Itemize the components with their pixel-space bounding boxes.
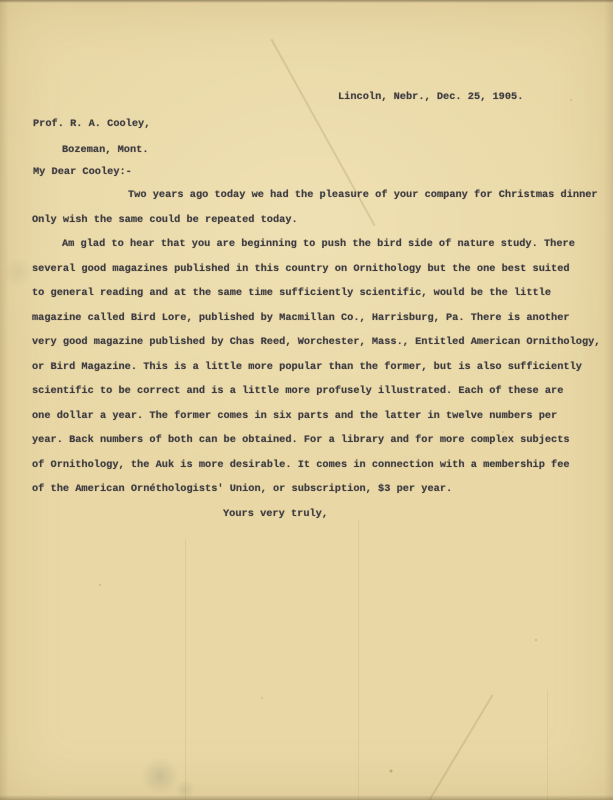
body-line: magazine called Bird Lore, published by Macmillan Co., Harrisburg, Pa. There is another	[32, 311, 570, 324]
paper-fold-line	[547, 690, 548, 800]
letter-dateline: Lincoln, Nebr., Dec. 25, 1905.	[338, 91, 524, 103]
body-line: one dollar a year. The former comes in six parts and the latter in twelve numbers per	[32, 409, 558, 422]
body-line: Am glad to hear that you are beginning to push the bird side of nature study. There	[62, 238, 575, 250]
salutation: My Dear Cooley:-	[33, 166, 132, 178]
body-line: of the American Ornéthologists' Union, or subscription, $3 per year.	[32, 483, 453, 495]
body-line: or Bird Magazine. This is a little more popular than the former, but is also sufficiently	[32, 360, 582, 373]
body-line: very good magazine published by Chas Reed, Worchester, Mass., Entitled American Ornithology,	[32, 336, 601, 348]
recipient-address: Bozeman, Mont.	[62, 144, 149, 156]
body-line: Only wish the same could be repeated today.	[32, 213, 298, 226]
letter-body	[32, 183, 610, 526]
paper-fold-line	[358, 520, 359, 800]
paper-crease	[428, 694, 493, 800]
body-line: scientific to be correct and is a little more profusely illustrated. Each of these are	[32, 385, 564, 397]
recipient-name: Prof. R. A. Cooley,	[33, 118, 151, 130]
paper-fold-line	[185, 540, 186, 800]
body-line: several good magazines published in this country on Ornithology but the one best suited	[32, 262, 570, 275]
body-line: of Ornithology, the Auk is more desirable. It comes in connection with a membership fee	[32, 458, 570, 471]
closing-line: Yours very truly,	[223, 507, 329, 520]
body-line: Two years ago today we had the pleasure of your company for Christmas dinner	[128, 189, 598, 201]
body-line: year. Back numbers of both can be obtained. For a library and for more complex subjects	[32, 434, 570, 446]
body-line: to general reading and at the same time sufficiently scientific, would be the little	[32, 287, 552, 299]
